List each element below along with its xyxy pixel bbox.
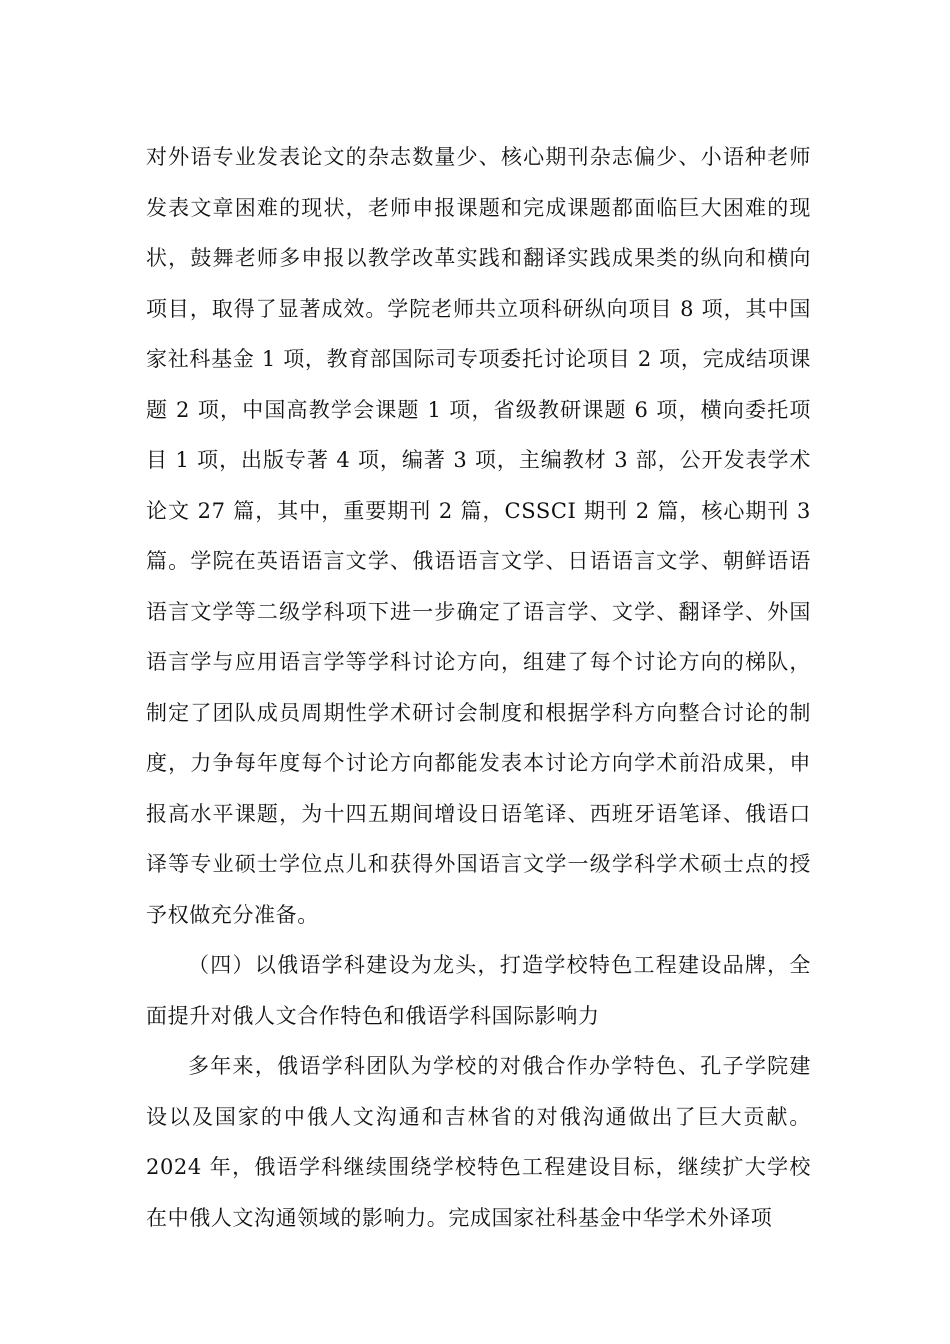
paragraph-research-achievements: 对外语专业发表论文的杂志数量少、核心期刊杂志偏少、小语种老师发表文章困难的现状，老师申报课题和完成课题都面临巨大困难的现状，鼓舞老师多申报以教学改革实践和翻译实践成果类的纵向和横向项目，取得了显著成效。学院老师共立项科研纵向项目 8 项，其中国家社科基金 1 项，教育部国际司专项委托讨论项目 2 项，完成结项课题 2 项，中国高教学会课题 1 项，省级教研课题 6 项，横向委托项目 1 项，出版专著 4 项，编著 3 项，主编教材 3 部，公开发表学术论文 27 篇，其中，重要期刊 2 篇，CSSCI 期刊 2 篇，核心期刊 3 篇。学院在英语语言文学、俄语语言文学、日语语言文学、朝鲜语语语言文学等二级学科项下进一步确定了语言学、文学、翻译学、外国语言学与应用语言学等学科讨论方向，组建了每个讨论方向的梯队，制定了团队成员周期性学术研讨会制度和根据学科方向整合讨论的制度，力争每年度每个讨论方向都能发表本讨论方向学术前沿成果，申报高水平课题，为十四五期间增设日语笔译、西班牙语笔译、俄语口译等专业硕士学位点儿和获得外国语言文学一级学科学术硕士点的授予权做充分准备。 [146, 145, 811, 927]
paragraph-russian-contributions: 多年来，俄语学科团队为学校的对俄合作办学特色、孔子学院建设以及国家的中俄人文沟通和吉林省的对俄沟通做出了巨大贡献。2024 年，俄语学科继续围绕学校特色工程建设目标，继续扩大学校在中俄人文沟通领域的影响力。完成国家社科基金中华学术外译项 [146, 1054, 811, 1230]
document-body [146, 132, 811, 1243]
section-heading-russian-discipline: （四）以俄语学科建设为龙头，打造学校特色工程建设品牌，全面提升对俄人文合作特色和俄语学科国际影响力 [146, 953, 811, 1028]
